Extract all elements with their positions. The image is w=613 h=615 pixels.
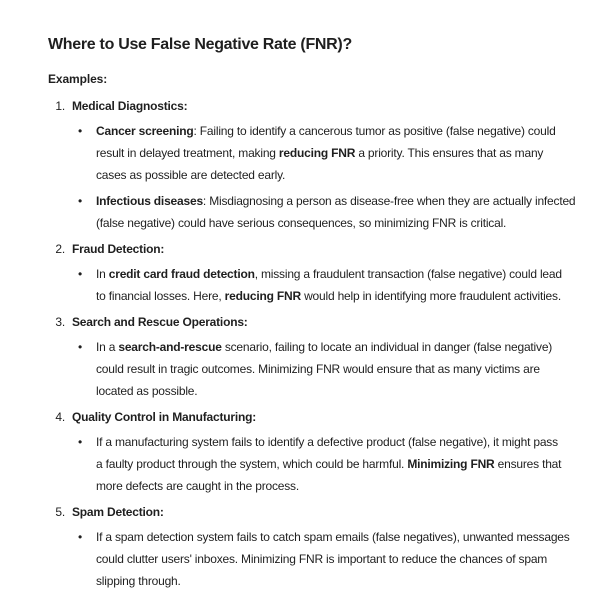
bullet-icon: •: [78, 530, 83, 544]
bullet-text: [96, 526, 600, 592]
text-line: could clutter users' inboxes. Minimizing FNR is important to reduce the chances of spam: [96, 552, 548, 566]
text-line: In credit card fraud detection, missing a fraudulent transaction (false negative) could lead: [96, 267, 562, 281]
text-line: In a search-and-rescue scenario, failing to locate an individual in danger (false negative): [96, 340, 553, 354]
bullet-icon: •: [78, 194, 83, 208]
item-number: 2.: [55, 242, 65, 256]
bullet-icon: •: [78, 340, 83, 354]
bullet-icon: •: [78, 124, 83, 138]
list-item-search-and-rescue: [48, 311, 600, 402]
item-heading-row: [48, 311, 600, 333]
text-line: to financial losses. Here, reducing FNR would help in identifying more fraudulent activities.: [96, 289, 561, 303]
bullet-text: [96, 120, 600, 186]
text-line: could result in tragic outcomes. Minimizing FNR would ensure that as many victims are: [96, 362, 540, 376]
bullet-text: [96, 336, 600, 402]
item-number: 5.: [55, 505, 65, 519]
text-line: If a manufacturing system fails to identify a defective product (false negative), it might pass: [96, 435, 558, 449]
text-line: a faulty product through the system, which could be harmful. Minimizing FNR ensures that: [96, 457, 562, 471]
bullet-item: [48, 431, 600, 497]
list-item-quality-control: [48, 406, 600, 497]
text-line: Cancer screening: Failing to identify a cancerous tumor as positive (false negative) could: [96, 124, 556, 138]
bullet-item: [48, 190, 600, 234]
bullet-item: [48, 120, 600, 186]
bullet-item: [48, 336, 600, 402]
item-number: 1.: [55, 99, 65, 113]
bullet-text: [96, 263, 600, 307]
item-heading: Fraud Detection:: [72, 242, 165, 256]
text-line: more defects are caught in the process.: [96, 479, 299, 493]
examples-label: Examples:: [48, 72, 108, 86]
item-number: 3.: [55, 315, 65, 329]
item-heading: Quality Control in Manufacturing:: [72, 410, 257, 424]
list-item-spam-detection: [48, 501, 600, 592]
item-heading: Search and Rescue Operations:: [72, 315, 248, 329]
item-heading-row: [48, 95, 600, 117]
text-line: If a spam detection system fails to catch spam emails (false negatives), unwanted messages: [96, 530, 570, 544]
bullet-text: [96, 190, 600, 234]
text-line: cases as possible are detected early.: [96, 168, 286, 182]
bullet-item: [48, 263, 600, 307]
item-heading: Spam Detection:: [72, 505, 164, 519]
item-heading: Medical Diagnostics:: [72, 99, 188, 113]
list-item-fraud-detection: [48, 238, 600, 307]
bullet-text: [96, 431, 600, 497]
item-number: 4.: [55, 410, 65, 424]
list-item-medical-diagnostics: [48, 95, 600, 234]
bullet-icon: •: [78, 435, 83, 449]
item-heading-row: [48, 406, 600, 428]
text-line: slipping through.: [96, 574, 181, 588]
bullet-item: [48, 526, 600, 592]
item-heading-row: [48, 501, 600, 523]
text-line: located as possible.: [96, 384, 198, 398]
bullet-icon: •: [78, 267, 83, 281]
page-title: Where to Use False Negative Rate (FNR)?: [48, 36, 352, 53]
text-line: result in delayed treatment, making reducing FNR a priority. This ensures that as many: [96, 146, 544, 160]
text-line: (false negative) could have serious consequences, so minimizing FNR is critical.: [96, 216, 507, 230]
text-line: Infectious diseases: Misdiagnosing a person as disease-free when they are actually infected: [96, 194, 576, 208]
item-heading-row: [48, 238, 600, 260]
